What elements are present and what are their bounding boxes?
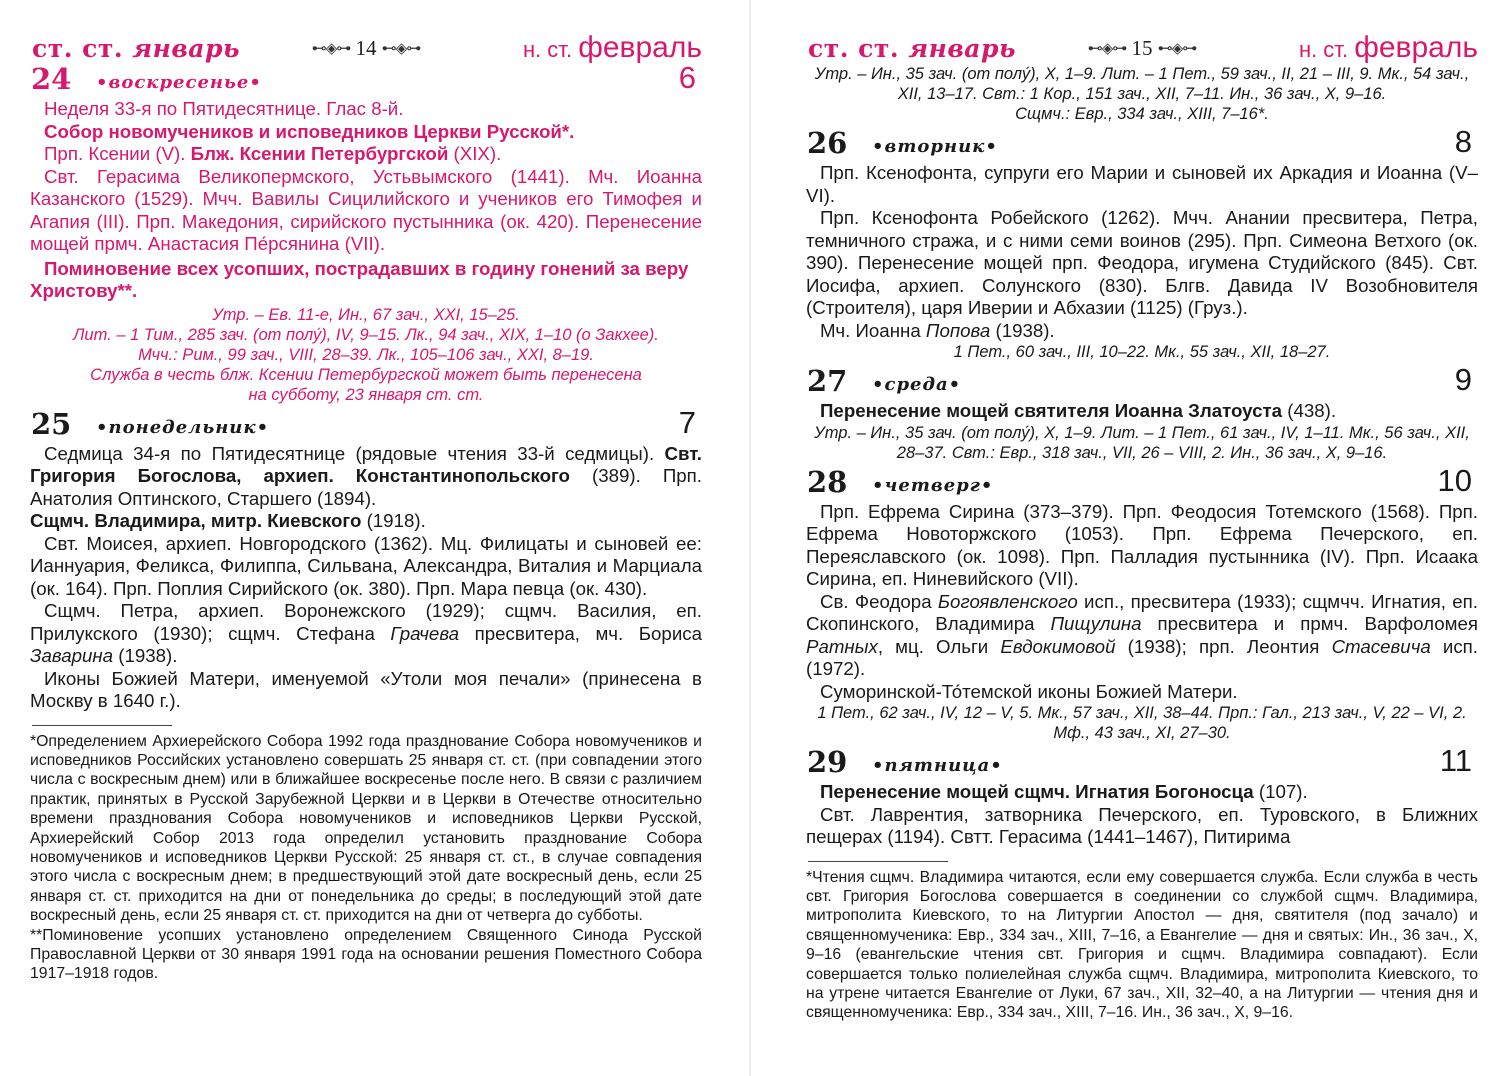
old-day-number: 25 — [31, 406, 72, 441]
new-style-label: н. ст. — [522, 37, 573, 62]
new-day-number: 9 — [1454, 362, 1472, 397]
old-style-label: ст. ст. — [32, 34, 124, 63]
readings: 1 Пет., 62 зач., IV, 12 – V, 5. Мк., 57 зач., XII, 38–44. Прп.: Гал., 213 зач., V, 22 – VI, 2. Мф., 43 зач., XI, 27–30. — [817, 704, 1467, 742]
text-run: (438). — [1282, 400, 1337, 421]
weekday: •вторник• — [872, 136, 998, 157]
footnote-divider — [808, 861, 948, 862]
feast-title: Блж. Ксении Петербургской — [190, 143, 449, 164]
entry-text: Иконы Божией Матери, именуемой «Утоли моя печали» (принесена в Москву в 1640 г.). — [30, 667, 702, 711]
entry-text — [806, 400, 1478, 423]
readings: Утр. – Ев. 11-е, Ин., 67 зач., XXI, 15–25. — [212, 305, 520, 324]
weekday: •воскресенье• — [96, 72, 262, 93]
new-day-number: 11 — [1439, 743, 1472, 778]
text-run: исп. (1972). — [806, 635, 1478, 679]
surname: Евдокимовой — [1000, 635, 1116, 657]
feast-title: Сщмч. Владимира, митр. Киевского — [30, 510, 362, 531]
entry-text: Прп. Ефрема Сирина (373–379). Прп. Феодосия Тотемского (1568). Прп. Ефрема Новоторжского (1053). Прп. Ефрема Печерского, еп. Переяславского (ок. 1098). Прп. Палладия пустынника (IV). Прп. Исаака Сирина, еп. Ниневийского (VII). — [806, 500, 1478, 589]
text-run: Прп. Ксении (V). — [44, 143, 191, 164]
feast-title: Перенесение мощей сщмч. Игнатия Богоносца — [820, 781, 1254, 802]
day-heading — [806, 124, 1478, 162]
text-run: (XIX). — [448, 143, 502, 164]
page-left — [30, 0, 702, 1076]
feast-title: Перенесение мощей святителя Иоанна Златоуста — [820, 400, 1283, 421]
book-gutter — [749, 0, 751, 1076]
footnote: *Определением Архиерейского Собора 1992 года празднование Собора новомучеников и исповедников Российских установлено совершать 25 января ст. ст. (при совпадении этого числа с воскресным днем) или в ближайшее воскресенье после него. В связи с различием практик, принятых в Русской Зарубежной Церкви и в Церкви в Отечестве относительно времени празднования Собора новомучеников и исповедников Церкви Русской, Архиерейский Собор 2013 года определил установить празднование Собора новомучеников и исповедников Церкви Русской: 25 января ст. ст., в случае совпадения этого числа с воскресным днем; в предшествующий этой дате воскресный день, если 25 января ст. ст. приходится на дни от понедельника до среды; в последующий этой дате воскресный день, если 25 января ст. ст. приходится на дни от четверга до субботы. — [30, 732, 702, 925]
entry-text: Свт. Моисея, архиеп. Новгородского (1362). Мц. Филицаты и сыновей ее: Ианнуария, Феликса, Филиппа, Сильвана, Александра, Виталия и Марциала (ок. 164). Прп. Поплия Сирийского (ок. 380). Прп. Мара певца (ок. 430). — [30, 532, 702, 599]
entry-text — [30, 510, 702, 533]
surname: Попова — [925, 319, 991, 341]
surname: Стасевича — [1331, 635, 1431, 657]
readings: на субботу, 23 января ст. ст. — [248, 385, 484, 404]
entry-text — [30, 443, 702, 511]
page-right — [806, 0, 1478, 1076]
surname: Грачева — [390, 622, 460, 644]
page-number: 14 — [355, 36, 377, 60]
footnote: **Поминовение усопших установлено определением Священного Синода Русской Православной Церкви от 30 января 1991 года на основании решения Поместного Собора 1917–1918 годов. — [30, 926, 702, 983]
readings: 1 Пет., 60 зач., III, 10–22. Мк., 55 зач., XII, 18–27. — [953, 343, 1331, 361]
text-run: пресвитера и прмч. Варфоломея — [1141, 613, 1478, 634]
readings: Мчч.: Рим., 99 зач., VIII, 28–39. Лк., 105–106 зач., XXI, 8–19. — [138, 345, 594, 364]
new-month: февраль — [1354, 31, 1478, 64]
new-day-number: 6 — [678, 60, 696, 95]
old-day-number: 26 — [807, 126, 848, 160]
ornament-icon: ⊷◈⊶ — [1087, 41, 1127, 57]
text-run: Св. Феодора — [820, 590, 938, 612]
feast-title: Собор новомучеников и исповедников Церкви Русской*. — [44, 120, 575, 142]
old-month: январь — [132, 34, 240, 63]
day-heading — [806, 362, 1478, 400]
entry-text — [30, 143, 702, 166]
text-run: (1938). — [990, 319, 1055, 341]
day-heading — [806, 462, 1478, 501]
text-run: Мч. Иоанна — [820, 319, 926, 341]
new-day-number: 7 — [678, 404, 696, 440]
old-style-label: ст. ст. — [808, 34, 900, 63]
new-month: февраль — [578, 31, 702, 64]
old-day-number: 27 — [807, 364, 848, 398]
surname: Пищулина — [1050, 613, 1142, 634]
day-heading — [806, 743, 1478, 781]
feast-title: Свт. Григория Богослова, архиеп. Константинопольского — [30, 442, 702, 486]
entry-text — [806, 320, 1478, 343]
text-run: (1938). — [113, 645, 178, 666]
text-run: пресвитера, мч. Бориса — [459, 622, 702, 644]
page-number: 15 — [1131, 36, 1153, 60]
day-heading — [30, 404, 702, 443]
entry-text: Неделя 33-я по Пятидесятнице. Глас 8-й. — [44, 98, 404, 119]
surname: Богоявленского — [937, 590, 1078, 612]
text-run: (1938); прп. Леонтия — [1115, 635, 1332, 657]
text-run: исп., пресвитера (1933); сщмчч. Игнатия, еп. Скопинского, Владимира — [806, 590, 1478, 634]
text-run: Седмица 34-я по Пятидесятнице (рядовые чтения 33-й седмицы). — [44, 442, 665, 464]
readings: Утр. – Ин., 35 зач. (от полу́), X, 1–9. Лит. – 1 Пет., 61 зач., IV, 1–11. Мк., 56 зач., XII, 28–37. Свт.: Евр., 318 зач., VII, 26 – VIII, 2. Ин., 36 зач., X, 9–16. — [814, 423, 1470, 462]
readings: Утр. – Ин., 35 зач. (от полу́), X, 1–9. Лит. – 1 Пет., 59 зач., II, 21 – III, 9. Мк., 54 зач., XII, 13–17. Свт.: 1 Кор., 151 зач., XII, 7–11. Ин., 36 зач., X, 9–16. — [814, 65, 1470, 103]
readings: Лит. – 1 Тим., 285 зач. (от полу́), IV, 9–15. Лк., 94 зач., XIX, 1–10 (о Закхее). — [73, 325, 659, 344]
page-header — [806, 26, 1478, 64]
old-day-number: 24 — [31, 62, 72, 96]
ornament-icon: ⊷◈⊶ — [311, 41, 351, 57]
text-run: , мц. Ольги — [877, 635, 1001, 657]
ornament-icon: ⊷◈⊶ — [1157, 41, 1197, 57]
weekday: •четверг• — [872, 474, 994, 496]
footnote: *Чтения сщмч. Владимира читаются, если ему совершается служба. Если служба в честь свт. Григория Богослова совершается в соединении со службой сщмч. Владимира, митрополита Киевского, то на Литургии Апостол — дня, святителя (под зачало) и священномученика: Евр., 334 зач., XIII, 7–16, а Евангелие — дня и святых: Ин., 36 зач., X, 9–16 (евангельские чтения свт. Григория и сщмч. Владимира совпадают). Если совершается только полиелейная служба сщмч. Владимира, митрополита Киевского, то на утрене читается Евангелие от Луки, 67 зач., XII, 32–40, а на Литургии — чтения дня и священномученика: Евр., 334 зач., XIII, 7–16. Ин., 36 зач., X, 9–16. — [806, 868, 1478, 1022]
new-style-label: н. ст. — [1298, 37, 1349, 62]
entry-text: Прп. Ксенофонта, супруги его Марии и сыновей их Аркадия и Иоанна (V–VI). — [806, 162, 1478, 206]
entry-text — [806, 781, 1478, 804]
entry-text: Суморинской-То́темской иконы Божией Матери. — [820, 680, 1238, 702]
old-day-number: 29 — [807, 745, 848, 779]
new-day-number: 8 — [1454, 124, 1472, 159]
entry-text: Свт. Герасима Великопермского, Устьвымского (1441). Мч. Иоанна Казанского (1529). Мчч. Вавилы Сицилийского и учеников его Тимофея и Агапия (III). Прп. Македония, сирийского пустынника (ок. 420). Перенесение мощей прмч. Анастасия Пе́рсянина (VII). — [30, 165, 702, 254]
text-run: Сщмч. Петра, архиеп. Воронежского (1929); сщмч. Василия, еп. Прилукского (1930); сщмч. Стефана — [30, 600, 702, 644]
page-header — [30, 26, 702, 64]
readings: Сщмч.: Евр., 334 зач., XIII, 7–16*. — [1015, 105, 1269, 123]
day-heading — [30, 60, 702, 98]
new-day-number: 10 — [1437, 462, 1472, 498]
weekday: •понедельник• — [96, 416, 270, 438]
entry-text: Прп. Ксенофонта Робейского (1262). Мчч. Анании пресвитера, Петра, темничного стража, и с ними семи воинов (295). Прп. Симеона Ветхого (ок. 390). Перенесение мощей прп. Феодора, игумена Студийского (845). Свт. Иосифа, архиеп. Солунского (830). Блгв. Давида IV Возобновителя (Строителя), царя Иверии и Абхазии (1125) (Груз.). — [806, 207, 1478, 318]
weekday: •пятница• — [872, 755, 1003, 776]
new-style-month — [523, 31, 702, 65]
surname: Заварина — [30, 645, 114, 666]
text-run: (389). Прп. Анатолия Оптинского, Старшего (1894). — [30, 465, 702, 509]
weekday: •среда• — [872, 374, 962, 395]
entry-text: Свт. Лаврентия, затворника Печерского, еп. Туровского, в Ближних пещерах (1194). Свтт. Герасима (1441–1467), Питирима — [806, 803, 1478, 847]
readings: Служба в честь блж. Ксении Петербургской может быть перенесена — [90, 365, 642, 384]
old-month: январь — [908, 34, 1016, 63]
footnote-divider — [32, 725, 172, 726]
old-day-number: 28 — [807, 464, 848, 499]
surname: Ратных — [806, 635, 878, 657]
new-style-month — [1299, 31, 1478, 65]
text-run: (1918). — [361, 510, 426, 531]
ornament-icon: ⊷◈⊶ — [381, 41, 421, 57]
feast-title: Поминовение всех усопших, пострадавших в годину гонений за веру Христову**. — [30, 257, 689, 301]
text-run: (107). — [1253, 781, 1308, 802]
entry-text — [806, 591, 1478, 681]
entry-text — [30, 600, 702, 668]
